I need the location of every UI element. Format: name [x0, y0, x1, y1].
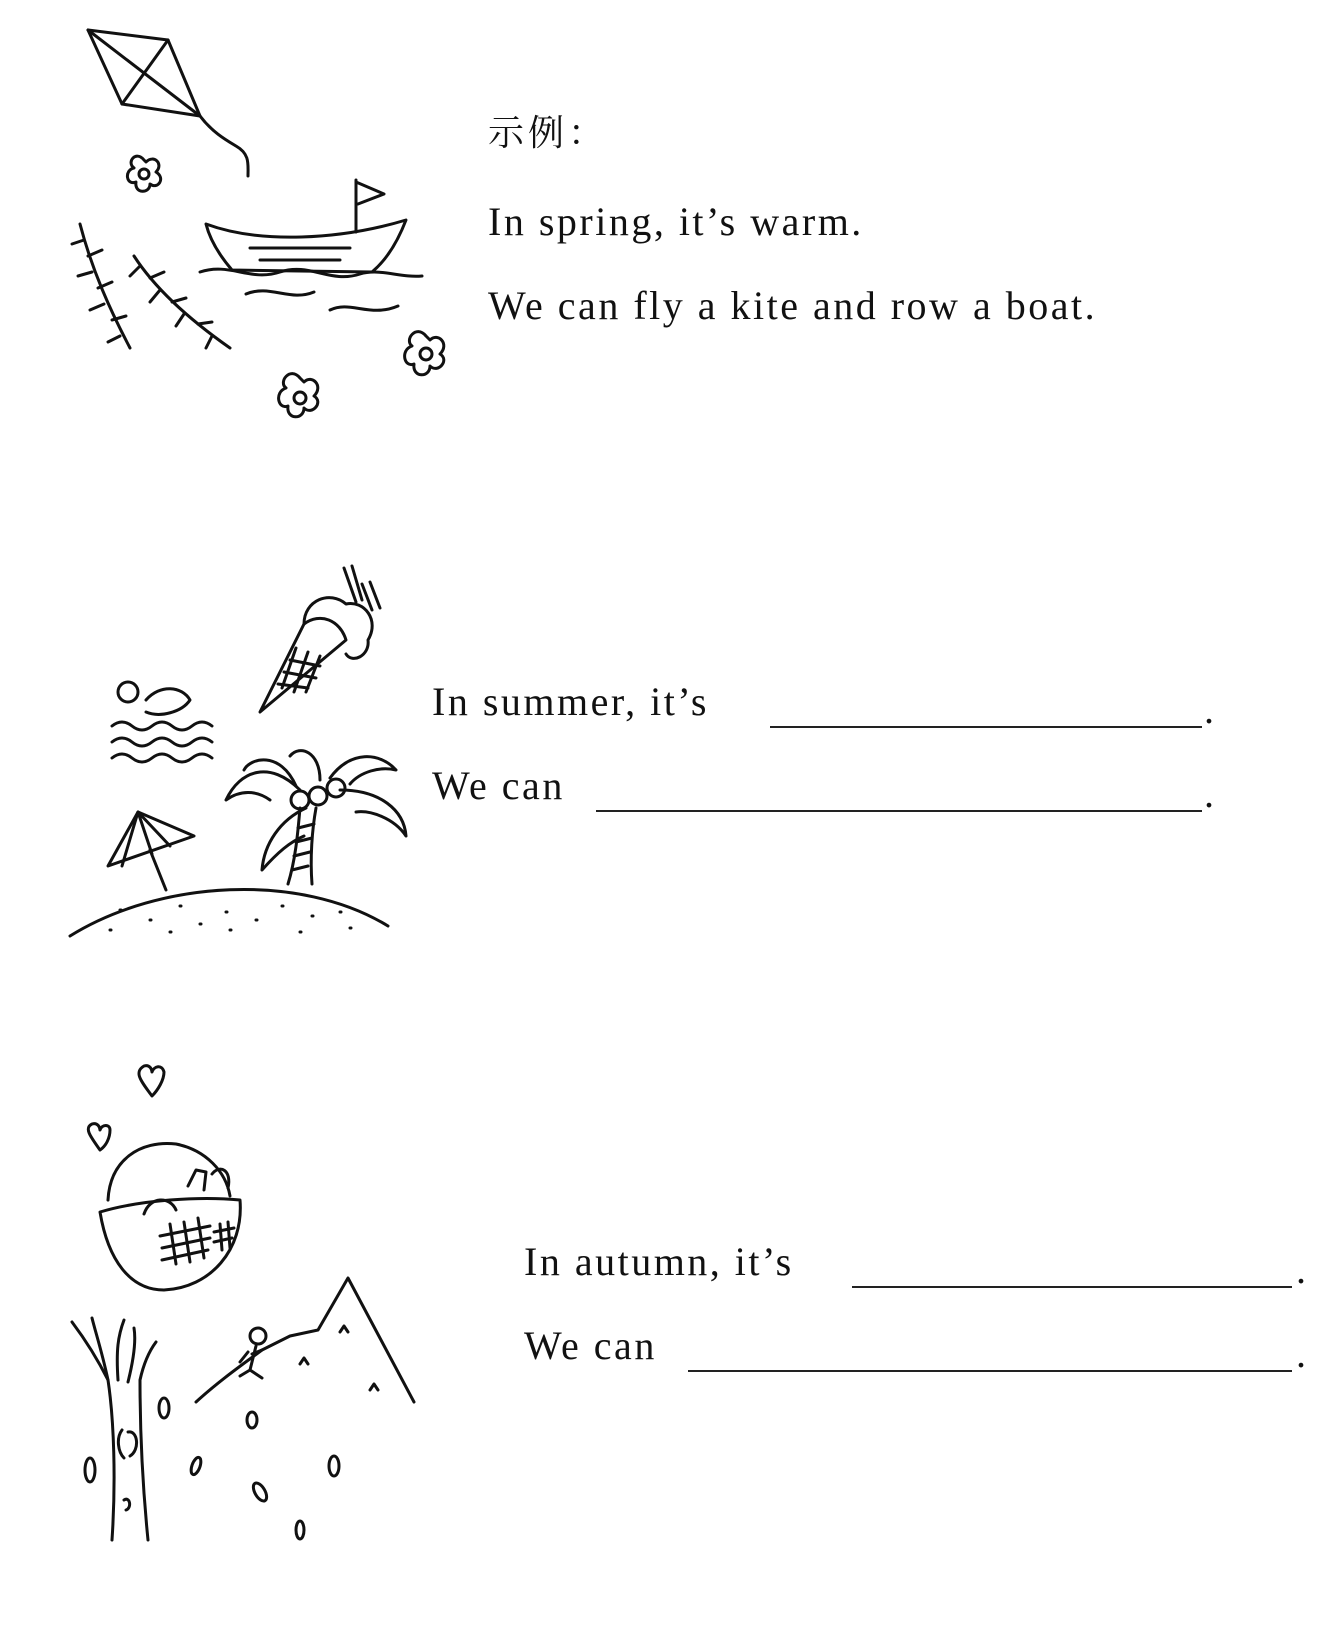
flower-icon [279, 374, 318, 417]
heart-icon [139, 1066, 164, 1096]
summer-activity-blank[interactable] [596, 810, 1202, 812]
swimmer-icon [112, 682, 212, 762]
ice-cream-icon [260, 566, 380, 712]
flower-icon [405, 332, 444, 375]
kite-icon [88, 30, 248, 176]
autumn-line-1-period: . [1296, 1247, 1306, 1292]
example-line-2: We can fly a kite and row a boat. [488, 283, 1098, 328]
heart-icon [88, 1124, 110, 1150]
palm-tree-icon [226, 751, 406, 884]
willow-branch-icon [72, 224, 230, 348]
example-line-1: In spring, it’s warm. [488, 199, 864, 244]
example-heading: 示例： [488, 113, 609, 154]
autumn-activity-blank[interactable] [688, 1370, 1292, 1372]
climber-icon [240, 1328, 266, 1378]
falling-leaf-icon [85, 1398, 339, 1539]
summer-line-1-period: . [1204, 687, 1214, 732]
autumn-line-1-prefix: In autumn, it’s [524, 1239, 794, 1284]
autumn-line-2-period: . [1296, 1331, 1306, 1376]
autumn-weather-blank[interactable] [852, 1286, 1292, 1288]
flower-icon [127, 156, 160, 191]
summer-line-2-prefix: We can [432, 763, 565, 808]
island-icon [70, 889, 388, 936]
summer-line-2-period: . [1204, 771, 1214, 816]
beach-umbrella-icon [108, 812, 194, 890]
boat-icon [200, 180, 422, 310]
autumn-line-2-prefix: We can [524, 1323, 657, 1368]
summer-line-1-prefix: In summer, it’s [432, 679, 709, 724]
picnic-basket-icon [100, 1143, 240, 1290]
mountain-icon [196, 1278, 414, 1402]
tree-icon [72, 1318, 156, 1540]
summer-weather-blank[interactable] [770, 726, 1202, 728]
